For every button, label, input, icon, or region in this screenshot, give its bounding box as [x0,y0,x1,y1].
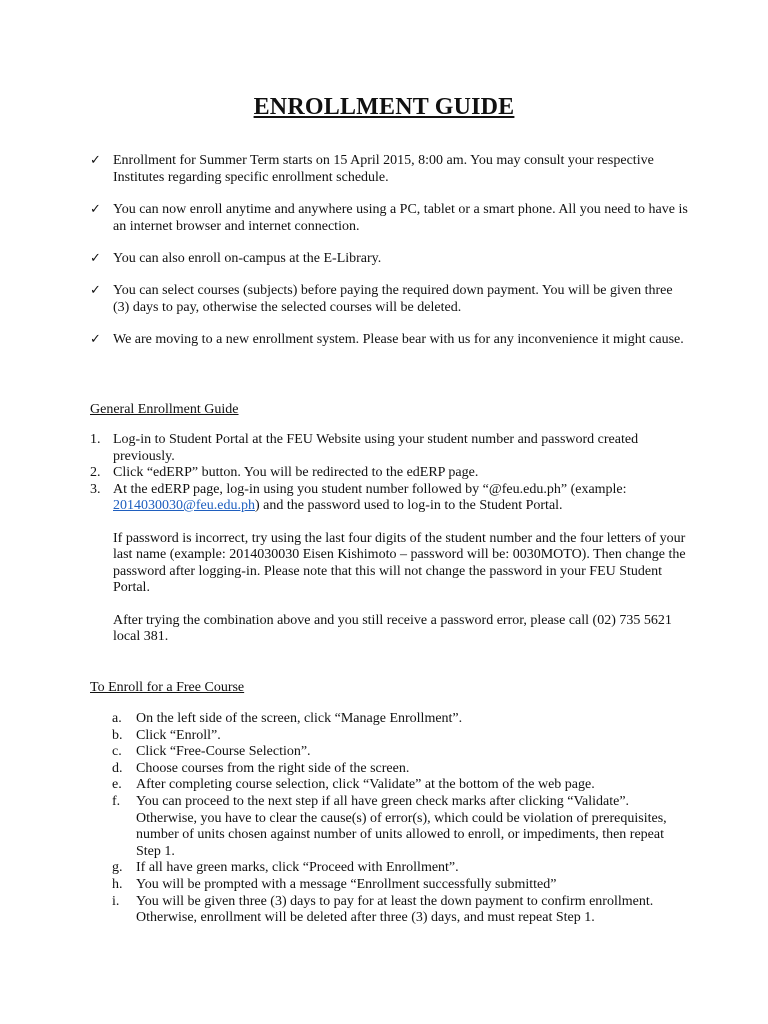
step-letter: f. [112,793,121,809]
bullet-text: We are moving to a new enrollment system. Please bear with us for any inconvenience it might cause. [113,332,684,347]
item-text: Click “edERP” button. You will be redirected to the edERP page. [113,465,479,480]
item-text-end: ) and the password used to log-in to the Student Portal. [254,498,563,513]
list-item [112,744,672,761]
example-email-link[interactable]: 2014030030@feu.edu.ph [113,498,255,513]
bullet-text: You can now enroll anytime and anywhere using a PC, tablet or a smart phone. All you need to have is an internet browser and internet connection. [113,202,688,234]
bullet-text: You can also enroll on-campus at the E-Library. [113,251,382,266]
general-guide-heading: General Enrollment Guide [90,402,239,417]
step-letter: i. [112,893,120,909]
list-item [90,282,690,316]
bullet-text: You can select courses (subjects) before paying the required down payment. You will be given three (3) days to pay, otherwise the selected courses will be deleted. [113,283,673,315]
item-number: 3. [90,481,101,497]
item-text: Log-in to Student Portal at the FEU Website using your student number and password created previously. [113,432,639,464]
list-item [90,331,690,348]
list-item [112,711,672,728]
step-text: You will be given three (3) days to pay for at least the down payment to confirm enrollment. Otherwise, enrollment will be deleted after three (3) days, and must repeat Step 1. [136,893,654,926]
list-item [112,894,672,927]
step-letter: e. [112,777,122,793]
step-text: Click “Enroll”. [136,727,221,743]
password-note: If password is incorrect, try using the last four digits of the student number and the four letters of your last name (example: 2014030030 Eisen Kishimoto – password will be: 0030MOTO). Then change the password after logging-in. Please note that this will not change the password in your FEU Student Portal. [113,530,686,595]
step-text: You will be prompted with a message “Enrollment successfully submitted” [136,876,557,892]
list-item [112,761,672,778]
list-item [90,201,690,235]
list-item [112,777,672,794]
list-item [90,432,690,465]
item-text [113,482,690,515]
step-letter: h. [112,876,123,892]
step-letter: b. [112,727,123,743]
step-letter: c. [112,744,122,760]
list-item [90,465,690,482]
password-error-note: After trying the combination above and you still receive a password error, please call (02) 735 5621 local 381. [113,612,672,644]
item-text-start: At the edERP page, log-in using you student number followed by “@feu.edu.ph” (example: [113,481,627,497]
list-item [112,877,672,894]
check-mark-icon: ✓ [90,202,101,217]
step-letter: a. [112,711,122,726]
item-number: 1. [90,432,101,447]
general-guide-list [90,432,690,646]
item-number: 2. [90,465,101,480]
step-text: On the left side of the screen, click “Manage Enrollment”. [136,711,463,726]
list-item [112,794,672,860]
step-text: After completing course selection, click “Validate” at the bottom of the web page. [136,777,595,793]
check-mark-icon: ✓ [90,283,101,298]
list-item [90,482,690,515]
check-mark-icon: ✓ [90,153,101,168]
step-text: Choose courses from the right side of the screen. [136,760,410,776]
free-course-heading: To Enroll for a Free Course [90,680,245,695]
step-letter: g. [112,860,123,876]
step-letter: d. [112,760,123,776]
list-item [112,860,672,877]
bullet-list [90,152,690,363]
page-title: ENROLLMENT GUIDE [253,94,515,120]
step-text: If all have green marks, click “Proceed with Enrollment”. [136,860,459,876]
step-text: Click “Free-Course Selection”. [136,744,311,760]
list-item [90,152,690,186]
list-item [112,728,672,745]
free-course-steps [112,711,672,927]
check-mark-icon: ✓ [90,332,101,347]
step-text: You can proceed to the next step if all have green check marks after clicking “Validate”. Otherwise, you have to clear the cause(s) of error(s), which could be violation of prerequisites, number of units chosen against number of units allowed to enroll, or impediments, then repeat Step 1. [136,793,667,859]
list-item [90,250,690,267]
bullet-text: Enrollment for Summer Term starts on 15 April 2015, 8:00 am. You may consult your respective Institutes regarding specific enrollment schedule. [113,153,654,185]
check-mark-icon: ✓ [90,251,101,266]
